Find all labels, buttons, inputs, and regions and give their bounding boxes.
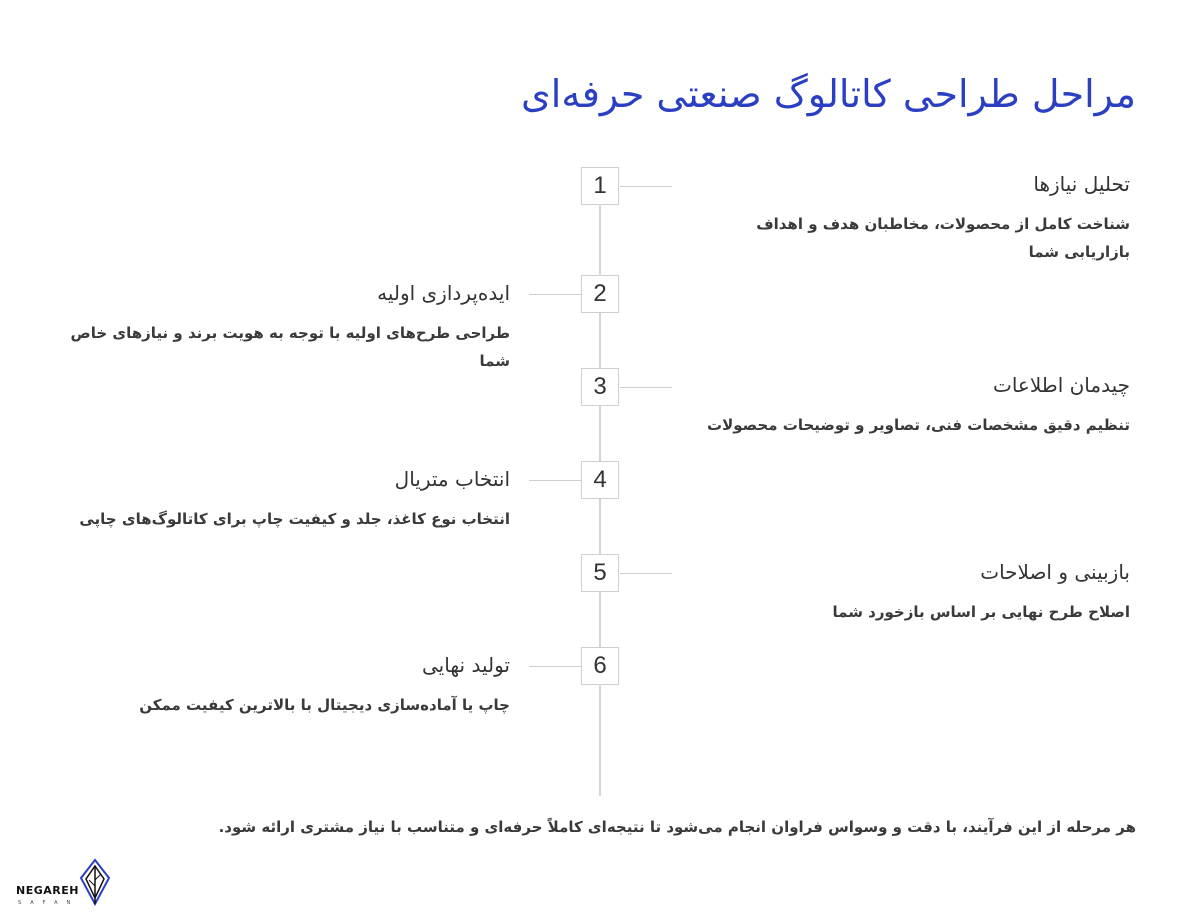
- step-5-description: اصلاح طرح نهایی بر اساس بازخورد شما: [832, 603, 1130, 621]
- step-3-title: چیدمان اطلاعات: [992, 373, 1130, 397]
- step-1-text: [690, 172, 1130, 266]
- step-2-title: ایده‌پردازی اولیه: [377, 281, 510, 305]
- step-5-title: بازبینی و اصلاحات: [980, 560, 1130, 584]
- step-6-description: چاپ یا آماده‌سازی دیجیتال با بالاترین کیفیت ممکن: [139, 696, 510, 714]
- leaf-logo-icon: [78, 858, 112, 906]
- step-2-text: [70, 281, 510, 375]
- step-5-connector: [620, 573, 672, 574]
- step-3-text: [690, 373, 1130, 439]
- step-6-title: تولید نهایی: [422, 653, 510, 677]
- step-4-text: [70, 467, 510, 533]
- step-6-connector: [529, 666, 581, 667]
- step-5-number: 5: [581, 554, 619, 592]
- step-5-text: [690, 560, 1130, 626]
- footer-note: هر مرحله از این فرآیند، با دقت و وسواس فراوان انجام می‌شود تا نتیجه‌ای کاملاً حرفه‌ای و متناسب با نیاز مشتری ارائه شود.: [218, 818, 1136, 836]
- step-3-connector: [620, 387, 672, 388]
- step-2-number: 2: [581, 275, 619, 313]
- step-6-text: [70, 653, 510, 719]
- step-2-connector: [529, 294, 581, 295]
- logo-name: NEGAREH: [16, 884, 79, 897]
- step-1-number: 1: [581, 167, 619, 205]
- step-1-title: تحلیل نیازها: [1033, 172, 1130, 196]
- step-4-title: انتخاب متریال: [394, 467, 510, 491]
- step-2-description: طراحی طرح‌های اولیه با توجه به هویت برند و نیازهای خاص شما: [70, 324, 510, 370]
- step-6-number: 6: [581, 647, 619, 685]
- step-1-description: شناخت کامل از محصولات، مخاطبان هدف و اهداف بازاریابی شما: [756, 215, 1130, 261]
- step-4-number: 4: [581, 461, 619, 499]
- step-4-connector: [529, 480, 581, 481]
- brand-logo: [14, 858, 104, 916]
- step-3-description: تنظیم دقیق مشخصات فنی، تصاویر و توضیحات محصولات: [707, 416, 1130, 434]
- step-1-connector: [620, 186, 672, 187]
- page-title: مراحل طراحی کاتالوگ صنعتی حرفه‌ای: [521, 72, 1136, 116]
- step-3-number: 3: [581, 368, 619, 406]
- logo-subtitle: SAFAN: [18, 900, 80, 906]
- step-4-description: انتخاب نوع کاغذ، جلد و کیفیت چاپ برای کاتالوگ‌های چاپی: [79, 510, 510, 528]
